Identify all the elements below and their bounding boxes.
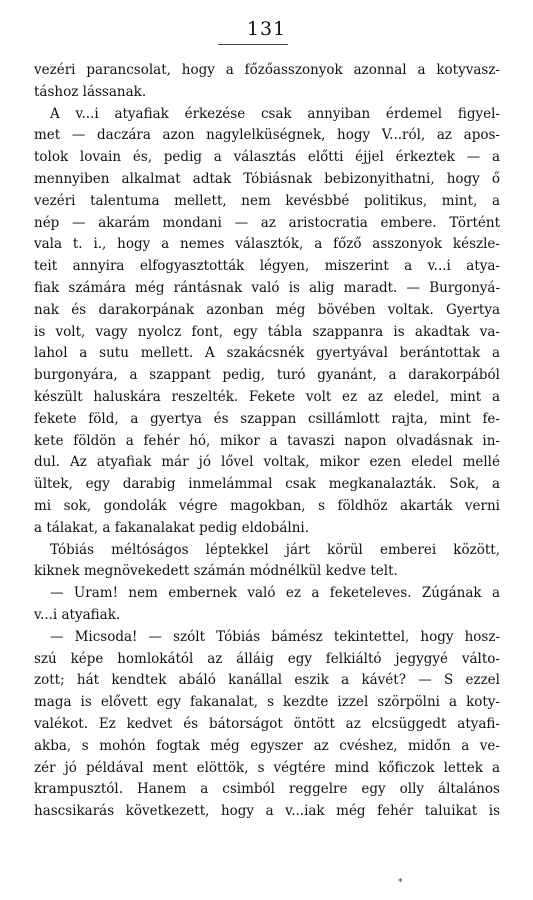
text-line: zott; hát kendtek abáló kanállal eszik a kávét? — S ezzel <box>34 672 500 689</box>
text-line: szú képe homlokától az álláig egy felkiáltó jegygyé válto- <box>34 650 500 667</box>
text-line: nép — akarám mondani — az aristocratia embere. Történt <box>34 214 500 231</box>
body-text <box>34 60 500 823</box>
text-line: ültek, egy darabig inmelámmal csak megkanalazták. Sok, a <box>34 476 500 493</box>
text-line: kete földön a fehér hó, mikor a tavaszi napon olvadásnak in- <box>34 432 500 449</box>
text-line: vala t. i., hogy a nemes választók, a főző asszonyok készle- <box>34 236 500 253</box>
text-line: dul. Az atyafiak már jó lővel voltak, mikor ezen eledel mellé <box>34 454 500 471</box>
text-line: akba, s mohón fogtak még egyszer az cvéshez, midőn a ve- <box>34 737 500 754</box>
text-line: mennyiben alkalmat adtak Tóbiásnak bebizonyithatni, hogy ő <box>34 170 500 187</box>
text-line: Tóbiás méltóságos léptekkel járt körül emberei között, <box>50 541 500 558</box>
text-line: készült haluskára reszelték. Fekete volt ez az eledel, mint a <box>34 388 500 405</box>
text-line: krampusztól. Hanem a csimból reggelre egy olly általános <box>34 781 500 798</box>
text-line: maga is elővett egy fakanalat, s kezdte izzel szörpölni a koty- <box>34 694 500 711</box>
text-line: fiak számára még rántásnak való is alig maradt. — Burgonyá- <box>34 279 500 296</box>
text-line: met — daczára azon nagylelküségnek, hogy V...ról, az apos- <box>34 127 500 144</box>
text-line: vezéri parancsolat, hogy a főzőasszonyok azonnal a kotyvasz- <box>34 62 500 78</box>
text-line: burgonyára, a szappant pedig, turó gyanánt, a darakorpából <box>34 367 500 384</box>
text-line: valékot. Ez kedvet és bátorságot öntött az elcsüggedt atyafi- <box>34 715 500 732</box>
text-line: is volt, vagy nyolcz font, egy tábla szappanra is akadtak va- <box>34 323 500 340</box>
text-line: tolok lovain és, pedig a választás előtti éjjel érkeztek — a <box>34 149 500 166</box>
text-line: — Micsoda! — szólt Tóbiás bámész tekintettel, hogy hosz- <box>50 628 500 645</box>
text-line: vezéri talentuma mellett, nem kevésbbé politikus, mint, a <box>34 192 500 209</box>
text-line: lahol a sutu mellett. A szakácsnék gyertyával berántottak a <box>34 345 500 362</box>
page-number: 131 <box>246 18 287 40</box>
text-line: mi sok, gondolák végre magokban, s földhöz akarták verni <box>34 497 500 514</box>
text-line: fekete föld, a gyertya és szappan csillámlott rajta, mint fe- <box>34 410 500 427</box>
text-line: v...i atyafiak. <box>34 606 121 623</box>
text-line: kiknek megnövekedett számán módnélkül kedve telt. <box>34 563 398 580</box>
text-line: teit annyira elfogyasztották légyen, miszerint a v...i atya- <box>34 258 500 275</box>
text-line: hascsikarás következett, hogy a v...iak még fehér taluikat is <box>34 803 500 820</box>
text-line: nak és darakorpának azonban még bövében voltak. Gyertya <box>34 301 500 318</box>
text-line: táshoz lássanak. <box>34 83 147 100</box>
footer-mark: * <box>398 878 403 888</box>
page-number-rule <box>218 44 288 45</box>
text-line: zér jó példával ment elöttök, s végtére mind kőficzok lettek a <box>34 759 500 776</box>
text-line: A v...i atyafiak érkezése csak annyiban érdemel figyel- <box>50 105 500 122</box>
text-line: a tálakat, a fakanalakat pedig eldobálni. <box>34 519 309 536</box>
text-line: — Uram! nem embernek való ez a feketeleves. Zúgának a <box>50 585 500 602</box>
